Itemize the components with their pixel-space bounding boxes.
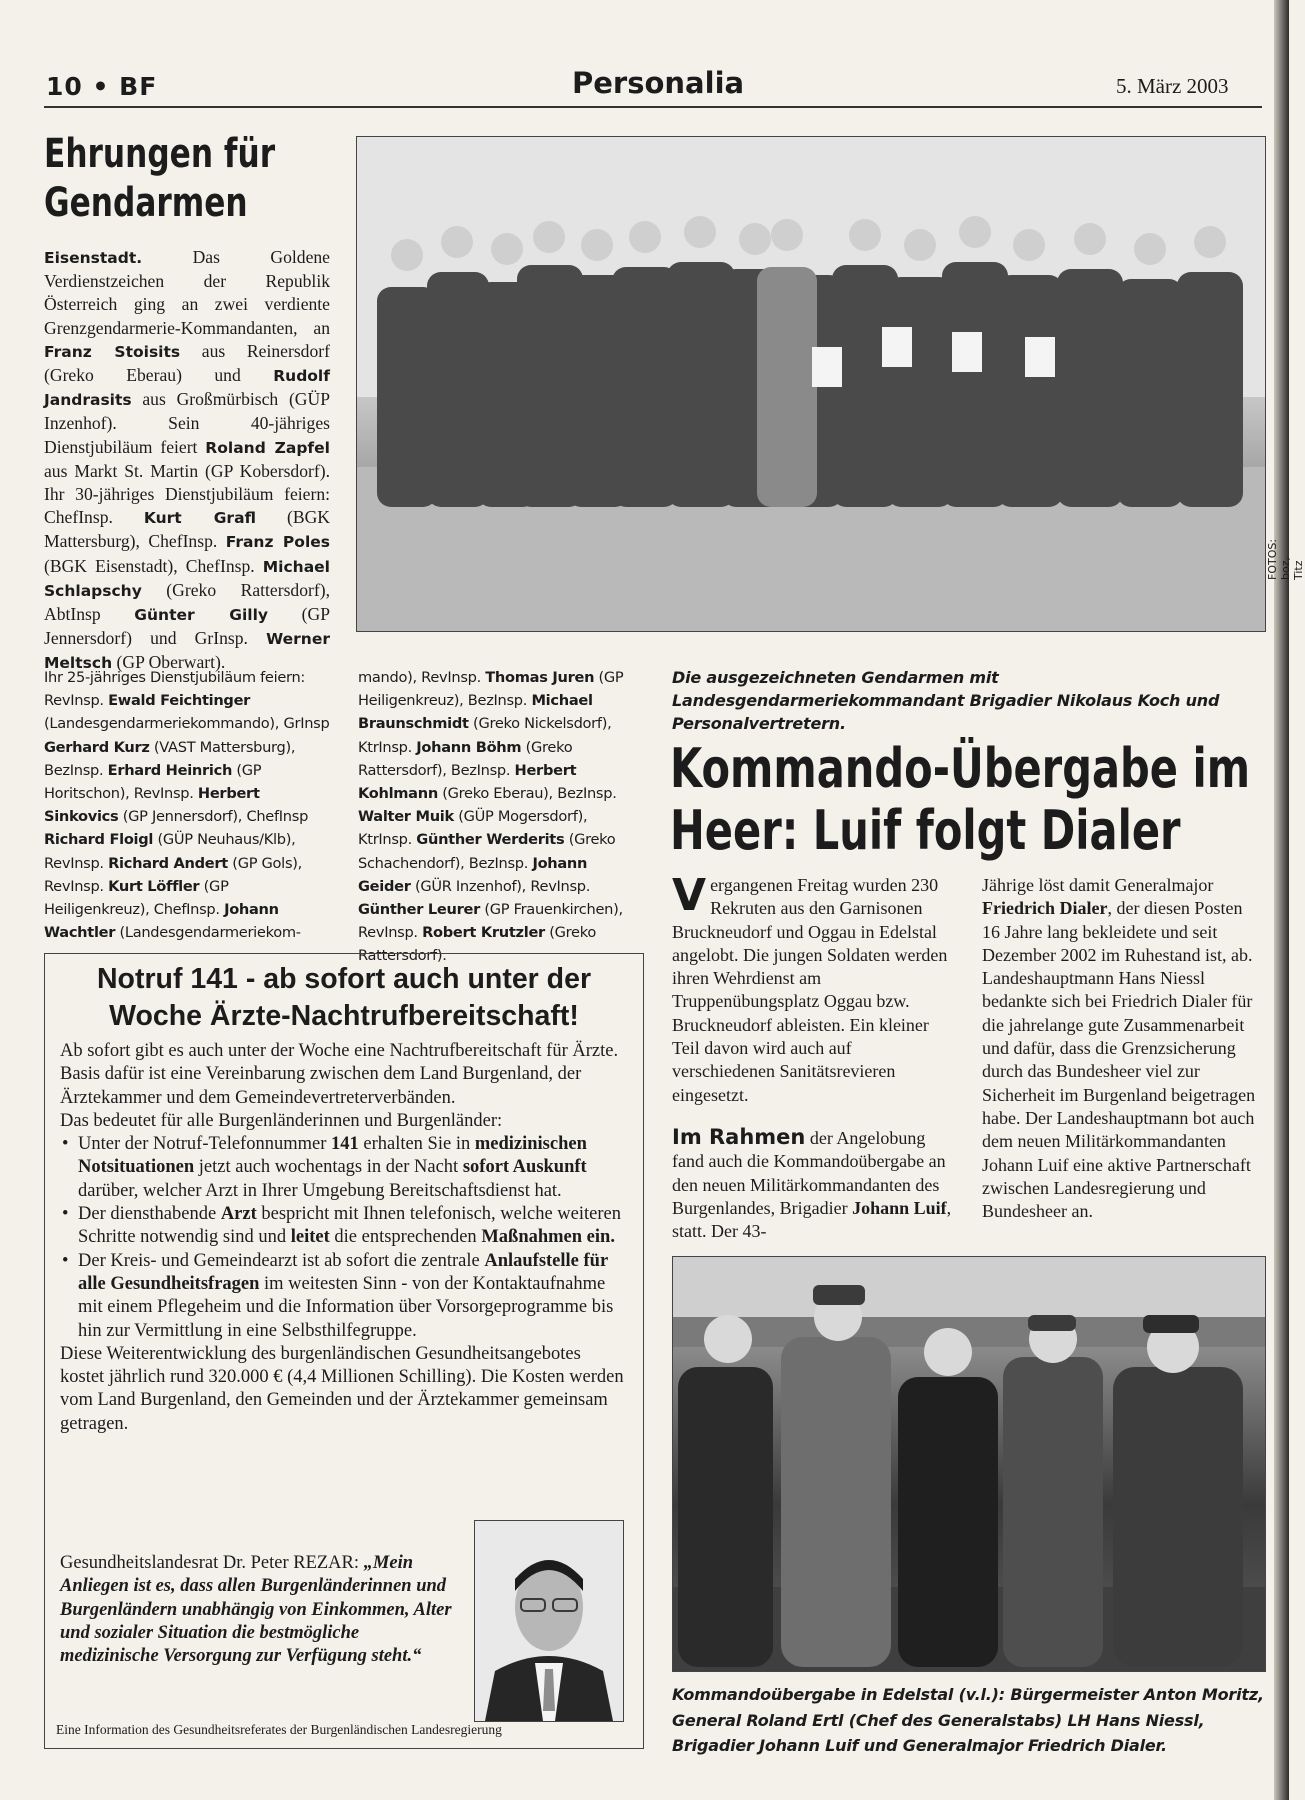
text-run: (BGK Mattersburg), ChefInsp. — [44, 507, 331, 552]
article2-paragraph — [672, 1125, 952, 1243]
person-name: Johann Luif — [852, 1197, 947, 1218]
handover-photo — [672, 1256, 1266, 1672]
photo2-caption: Kommandoübergabe in Edelstal (v.l.): Bürgermeister Anton Moritz, General Roland Ertl (Chef des Generalstabs) LH Hans Niessl, Brigadier Johann Luif und Generalmajor Friedrich Dialer. — [672, 1685, 1264, 1755]
text-run: , statt. Der 43- — [672, 1197, 952, 1242]
header-rule — [44, 106, 1262, 108]
article1-honorees-col2 — [358, 666, 640, 968]
text-run: Der Kreis- und Gemeindearzt ist ab sofort die zentrale — [78, 1250, 485, 1271]
headline-line: Notruf 141 - ab sofort auch unter der — [96, 963, 592, 995]
text-run: Der diensthabende — [78, 1204, 221, 1225]
emphasis: 141 — [330, 1134, 359, 1155]
info-bullet-list — [60, 1133, 626, 1343]
text-run: aus Großmürbisch (GÜP Inzenhof). Sein 40-jähriges Dienstjubiläum feiert — [44, 389, 330, 457]
portrait-illustration — [475, 1521, 623, 1721]
text-run: Ihr 25-jähriges Dienstjubiläum feiern: RevInsp. — [44, 669, 306, 710]
honoree-name: Roland Zapfel — [205, 438, 330, 457]
text-run: aus Markt St. Martin (GP Kobersdorf). Ihr 30-jähriges Dienstjubiläum feiern: ChefInsp. — [44, 460, 330, 528]
article1-paragraph — [358, 666, 640, 968]
honoree-name: Kurt Löffler — [108, 877, 200, 895]
article2-column2 — [982, 874, 1264, 1223]
article2-paragraph — [672, 870, 952, 1107]
text-run: erhalten Sie in — [358, 1134, 475, 1155]
info-box-body — [60, 1040, 626, 1436]
text-run: , der diesen Posten 16 Jahre lang bekleidete und seit Dezember 2002 im Ruhestand ist, ab. Landeshauptmann Hans Niessl bedankte sich bei Friedrich Dialer für die jahrelange gute Zusammenarbeit und dafür, dass die Grenzsicherung durch das Bundesheer viel zur Sicherheit im Burgenland beigetragen habe. Der Landeshauptmann bot auch dem neuen Militärkommandanten Johann Luif eine aktive Partnerschaft zwischen Landesregierung und Bundesheer an. — [982, 898, 1256, 1222]
photo1-caption: Die ausgezeichneten Gendarmen mit Landesgendarmeriekommandant Brigadier Nikolaus Koch und Personalvertretern. — [672, 668, 1220, 733]
honoree-name: Michael Schlapschy — [44, 557, 330, 600]
text-run: jetzt auch wochentags in der Nacht — [194, 1157, 463, 1178]
quote-text: „Mein Anliegen ist es, dass allen Burgenländerinnen und Burgenländern unabhängig von Einkommen, Alter und sozialer Situation die bestmögliche medizinische Versorgung zur Verfügung steht.“ — [60, 1553, 452, 1667]
article1-paragraph — [44, 246, 330, 676]
text-run: (Greko Rattersdorf). — [358, 924, 596, 965]
handover-photo-illustration — [673, 1257, 1265, 1671]
honoree-name: Walter Muik — [358, 808, 454, 826]
dateline: Eisenstadt. — [44, 249, 143, 267]
text-run: darüber, welcher Arzt in Ihrer Umgebung Bereitschaftsdienst hat. — [78, 1180, 562, 1201]
text-run: Unter der Notruf-Telefonnummer — [78, 1134, 331, 1155]
emphasis: leitet — [290, 1227, 330, 1248]
article2-column1 — [672, 870, 952, 1243]
headline-line: Heer: Luif folgt Dialer — [670, 799, 1181, 862]
run-in-heading: Im Rahmen — [672, 1124, 806, 1149]
emphasis: medizinischen Notsituationen — [78, 1134, 587, 1178]
text-run: (GP Jennersdorf) und GrInsp. — [44, 604, 330, 649]
honoree-name: Werner Meltsch — [44, 630, 330, 673]
official-quote — [60, 1552, 452, 1668]
info-lead: Das bedeutet für alle Burgenländerinnen und Burgenländer: — [60, 1110, 503, 1131]
article2-headline — [670, 738, 1255, 862]
text-run: (GP Oberwart). — [112, 652, 226, 673]
honoree-name: Johann Geider — [358, 854, 588, 895]
text-run: (GÜP Mogersdorf), KtrInsp. — [358, 808, 588, 849]
honoree-name: Johann Wachtler — [44, 901, 279, 942]
issue-date: 5. März 2003 — [1116, 74, 1229, 98]
emphasis: Maßnahmen ein. — [481, 1227, 615, 1248]
honoree-name: Herbert Kohlmann — [358, 761, 577, 803]
section-title: Personalia — [572, 66, 745, 100]
list-item — [60, 1133, 626, 1203]
article1-honorees-col1 — [44, 666, 334, 944]
honoree-name: Gerhard Kurz — [44, 738, 150, 756]
headline-line: Gendarmen — [44, 180, 248, 226]
headline-line: Woche Ärzte-Nachtrufbereitschaft! — [109, 1000, 579, 1032]
honoree-name: Günther Leurer — [358, 901, 480, 919]
text-run: der Angelobung fand auch die Kommandoübergabe an den neuen Militärkommandanten des Burgenlandes, Brigadier — [672, 1127, 946, 1218]
text-run: Jährige löst damit Generalmajor — [982, 875, 1214, 895]
page-edge-shadow — [1274, 0, 1289, 1800]
page-number: 10 • BF — [46, 72, 158, 101]
text-run: aus Reinersdorf (Greko Eberau) und — [44, 340, 330, 386]
honoree-name: Herbert Sinkovics — [44, 785, 260, 826]
text-run: (GP Horitschon), RevInsp. — [44, 761, 262, 803]
text-run: (Landesgendarmeriekom- — [115, 924, 301, 942]
honoree-name: Robert Krutzler — [422, 924, 545, 942]
text-run: (VAST Mattersburg), BezInsp. — [44, 738, 296, 779]
article2-paragraph — [982, 874, 1264, 1223]
honoree-name: Franz Poles — [225, 533, 330, 552]
text-run: (GP Jennersdorf), ChefInsp — [118, 808, 309, 826]
emphasis: Arzt — [220, 1204, 257, 1225]
text-run: (Greko Eberau), BezInsp. — [437, 785, 617, 803]
person-name: Friedrich Dialer — [982, 898, 1108, 919]
text-run: mando), RevInsp. — [358, 669, 486, 686]
article1-body-serif — [44, 246, 330, 676]
article1-paragraph — [44, 666, 334, 944]
info-box-footer: Eine Information des Gesundheitsreferates der Burgenländischen Landesregierung — [56, 1722, 502, 1737]
text-run: im weitesten Sinn - von der Kontaktaufnahme mit einem Pflegeheim und die Information über Vorsorgeprogramme bis hin zur Vermittlung in eine Selbsthilfegruppe. — [78, 1273, 614, 1341]
info-costs: Diese Weiterentwicklung des burgenländischen Gesundheitsangebotes kostet jährlich rund 320.000 € (4,4 Millionen Schilling). Die Kosten werden vom Land Burgenland, den Gemeinden und der Ärztekammer gemeinsam getragen. — [60, 1343, 624, 1434]
quote-attribution: Gesundheitslandesrat Dr. Peter REZAR: — [60, 1553, 364, 1573]
honoree-name: Richard Floigl — [44, 831, 154, 849]
text-run: (GP Heiligenkreuz), BezInsp. — [358, 669, 624, 710]
emphasis: Anlaufstelle für alle Gesundheitsfragen — [78, 1250, 608, 1294]
article1-headline — [44, 130, 278, 228]
emphasis: sofort Auskunft — [462, 1157, 587, 1178]
honoree-name: Michael Braunschmidt — [358, 692, 593, 733]
honoree-name: Ewald Feichtinger — [108, 692, 251, 710]
text-run: (BGK Eisenstadt), ChefInsp. — [44, 555, 263, 576]
text-run: (Landesgendarmeriekommando), GrInsp — [44, 715, 330, 733]
text-run: (Greko Schachendorf), BezInsp. — [358, 831, 616, 872]
text-run: (GP Frauenkirchen), RevInsp. — [358, 901, 623, 942]
honoree-name: Thomas Juren — [485, 669, 595, 686]
info-box-headline — [60, 961, 628, 1035]
text-run: ergangenen Freitag wurden 230 Rekruten aus den Garnisonen Bruckneudorf und Oggau in Edelstal angelobt. Die jungen Soldaten werden ihren Wehrdienst am Truppenübungsplatz Oggau bzw. Bruckneudorf ableisten. Ein kleiner Teil davon wird auch auf verschiedenen Sanitätsrevieren eingesetzt. — [672, 875, 948, 1105]
text-run: (GP Heiligenkreuz), ChefInsp. — [44, 877, 229, 919]
text-run: bespricht mit Ihnen telefonisch, welche weiteren Schritte notwendig sind und — [78, 1204, 621, 1248]
group-photo-gendarmes — [356, 136, 1266, 632]
photo-credit: FOTOS: boz, Titz — [1266, 538, 1305, 580]
honoree-name: Rudolf Jandrasits — [44, 367, 330, 410]
honoree-name: Johann Böhm — [416, 738, 522, 756]
portrait-photo — [474, 1520, 624, 1722]
list-item — [60, 1250, 626, 1343]
honoree-name: Günther Werderits — [416, 831, 565, 849]
honoree-name: Günter Gilly — [134, 606, 269, 625]
text-run: (GÜR Inzenhof), RevInsp. — [410, 877, 591, 895]
honoree-name: Kurt Grafl — [143, 509, 257, 528]
headline-line: Kommando-Übergabe im — [670, 737, 1251, 800]
group-photo-illustration — [357, 137, 1265, 631]
text-run: (Greko Rattersdorf), BezInsp. — [358, 738, 573, 779]
list-item — [60, 1203, 626, 1250]
honoree-name: Franz Stoisits — [44, 342, 181, 361]
text-run: (GÜP Neuhaus/Klb), RevInsp. — [44, 831, 296, 872]
honoree-name: Richard Andert — [108, 854, 228, 872]
info-intro: Ab sofort gibt es auch unter der Woche eine Nachtrufbereitschaft für Ärzte. Basis dafür ist eine Vereinbarung zwischen dem Land Burgenland, der Ärztekammer und dem Gemeindevertreterverbänden. — [60, 1041, 619, 1108]
text-run: die entsprechenden — [329, 1227, 482, 1248]
honoree-name: Erhard Heinrich — [107, 761, 233, 779]
drop-cap: V — [672, 870, 707, 921]
text-run: (GP Gols), RevInsp. — [44, 854, 302, 895]
text-run: Das Goldene Verdienstzeichen der Republik Österreich ging an zwei verdiente Grenzgendarmerie-Kommandanten, an — [44, 247, 330, 338]
headline-line: Ehrungen für — [44, 131, 276, 177]
text-run: (Greko Nickelsdorf), KtrInsp. — [358, 715, 612, 756]
text-run: (Greko Rattersdorf), AbtInsp — [44, 579, 330, 625]
